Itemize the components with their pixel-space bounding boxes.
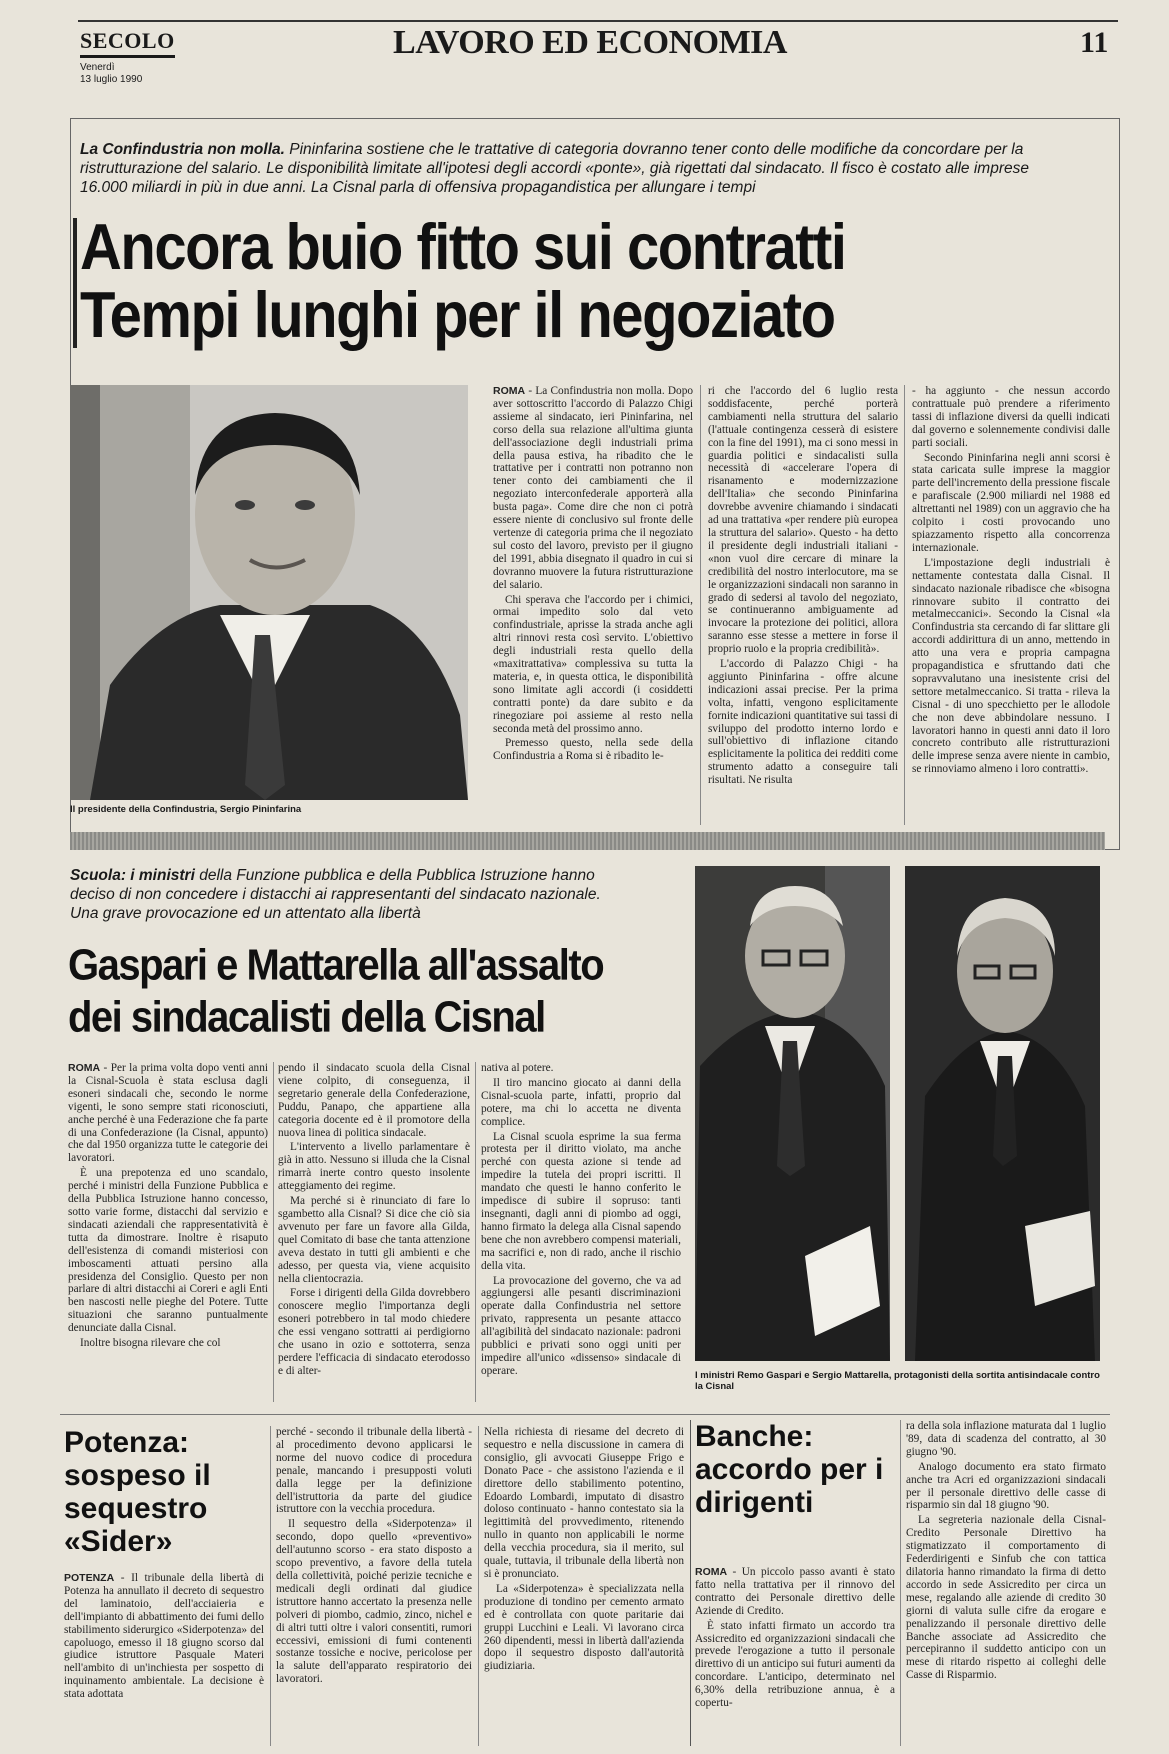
story-divider xyxy=(690,1420,691,1746)
column-rule xyxy=(478,1426,479,1746)
potenza-column-2 xyxy=(276,1426,472,1746)
top-col2-para-1: ri che l'accordo del 6 luglio resta soddisfacente, perché porterà cambiamenti nella struttura del salario (l'attuale contingenza cesserà di esistere con la fine del 1991), ma ci sono messi in guardia politici e sindacalisti sulla necessità di «accelerare l'opera di risanamento e modernizzazione dell'Italia» che secondo Pininfarina dovrebbe avvenire chiamando i sindacati ad una trattativa «per rendere più europea la struttura del salario». Questo - ha detto il presidente degli industriali italiani - «non vuol dire cercare di minare la credibilità del nostro interlocutore, ma se le organizzazioni sindacali non saranno in grado di sedersi al tavolo del negoziato, se continueranno ambiguamente ad invocare la protezione dei politici, allora saranno esse stesse a mettere in forse il proprio ruolo e la propria credibilità». xyxy=(708,385,898,656)
school-col3-para-2: Il tiro mancino giocato ai danni della Cisnal-scuola parte, infatti, proprio dal potere, ma chi lo accetta ne diventa complice. xyxy=(481,1076,681,1128)
banche-col2-para-1: ra della sola inflazione maturata dal 1 luglio '89, data di scadenza del contratto, al 30 giugno '90. xyxy=(906,1420,1106,1458)
column-rule xyxy=(475,1062,476,1402)
top-headline-2: Tempi lunghi per il negoziato xyxy=(80,278,835,352)
top-col1-text: - La Confindustria non molla. Dopo aver sottoscritto l'accordo di Palazzo Chigi assieme al sindacato, ieri Pininfarina, nel corso della sua relazione all'ultima giunta dell'associazione degli industriali prima della pausa estiva, ha ribadito che le trattative per i contratti non potranno non tener conto dei cambiamenti che il negoziato interconfederale apporterà alla busta paga». Come dire che non ci potrà essere niente di conclusivo sul fronte delle vertenze di categoria prima che il negoziato sul costo del lavoro, previsto per il giugno del 1991, abbia disegnato il quadro in cui si dovranno muovere la futura ristrutturazione del salario. xyxy=(493,385,693,591)
top-story-column-2 xyxy=(708,385,898,825)
school-kicker-bold: Scuola: i ministri xyxy=(70,867,195,884)
mattarella-illustration xyxy=(905,866,1100,1361)
headline-bar xyxy=(73,218,77,348)
gaspari-photo xyxy=(695,866,890,1361)
potenza-column-3 xyxy=(484,1426,684,1746)
school-col2-para-2: L'intervento a livello parlamentare è già in atto. Nessuno si illuda che la Cisnal rimarrà inerte contro questo insolente atteggiamento dei regime. xyxy=(278,1141,470,1193)
date-full: 13 luglio 1990 xyxy=(80,74,143,85)
banche-column-1 xyxy=(695,1566,895,1746)
top-story-column-3 xyxy=(912,385,1110,825)
potenza-col3-para-1: Nella richiesta di riesame del decreto di sequestro e nella discussione in camera di consiglio, gli avvocati Giuseppe Frigo e Donato Pace - che assistono l'azienda e il direttore dello stabilimento potentino, Edoardo Lombardi, imputato di disastro doloso continuato - hanno contestato sia la legittimità del provvedimento, ritenendo nullo in quanto non applicabili le norme della vecchia procedura, sia il merito, sul quale, tuttavia, il tribunale della libertà non si è pronunciato. xyxy=(484,1426,684,1580)
section-rule xyxy=(60,1414,1110,1415)
top-col3-para-3: L'impostazione degli industriali è nettamente contestata dalla Cisnal. Il sindacato nazionale ribadisce che «bisogna rinnovare subito il contratto dei metalmeccanici». Secondo la Cisnal «la Confindustria sta cercando di far slittare gli accordi addirittura di un anno, mettendo in atto una vera e propria campagna propagandistica e sfruttando dati che sopravvalutano una inesistente crisi del settore metalmeccanico. Si tratta - rileva la Cisnal - di uno specchietto per le allodole che non deve abbindolare nessuno. I lavoratori hanno in questi anni dato il loro concreto contributo alle ristrutturazioni delle imprese senza avere niente in cambio, se rinnoviamo almeno i loro contratti». xyxy=(912,556,1110,776)
section-title: LAVORO ED ECONOMIA xyxy=(393,24,787,61)
school-col1-para-3: Inoltre bisogna rilevare che col xyxy=(80,1337,221,1350)
banche-column-2 xyxy=(906,1420,1106,1746)
banche-col2-para-3: La segreteria nazionale della Cisnal-Credito Personale Direttivo ha stigmatizzato il comportamento di Federdirigenti e Sinfub che con tattica dilatoria hanno rimandato la firma di detto accordo in sede Assicredito per circa un mese, regalando alle aziende di credito 30 giorni di valuta sulle cifre da erogare e penalizzando il personale direttivo delle Banche associate ad Assicredito che percepiranno il suddetto anticipo con un mese di ritardo rispetto ai colleghi delle Casse di Risparmio. xyxy=(906,1514,1106,1682)
column-rule xyxy=(270,1426,271,1746)
top-story-kicker xyxy=(80,140,1060,197)
banche-col1-lead: ROMA xyxy=(695,1566,728,1578)
school-col2-para-3: Ma perché si è rinunciato di fare lo sgambetto alla Cisnal? Si dice che ciò sia avvenuto per fare un favore alla Gilda, quel Comitato di base che tanta attenzione aveva destato in tutti gli ambienti e che adesso, per questa via, viene acquisito nella clientocrazia. xyxy=(278,1195,470,1285)
school-col2-para-4: Forse i dirigenti della Gilda dovrebbero conoscere meglio l'importanza degli esoneri potrebbero in tal modo chiedere che essi vengano sottratti ai perdigiorno che usano in ozio e sottoterra, senza perdere l'efficacia di sindacato eterodosso e di alter- xyxy=(278,1287,470,1377)
top-col3-para-1: - ha aggiunto - che nessun accordo contrattuale può prendere a riferimento tassi di inflazione diversi da quelli indicati dal governo e solennemente condivisi dalle parti sociali. xyxy=(912,385,1110,449)
banche-col1-text: - Un piccolo passo avanti è stato fatto nella trattativa per il rinnovo del contratto dei Personale direttivo delle Aziende di Credito. xyxy=(695,1566,895,1617)
dateline xyxy=(80,62,142,86)
page-number: 11 xyxy=(1080,26,1109,59)
potenza-col1-lead: POTENZA xyxy=(64,1572,115,1584)
top-headline-1: Ancora buio fitto sui contratti xyxy=(80,210,846,284)
pininfarina-photo xyxy=(70,385,468,800)
top-story-column-1 xyxy=(493,385,693,825)
school-col3-para-1: nativa al potere. xyxy=(481,1062,554,1074)
gaspari-illustration xyxy=(695,866,890,1361)
separator-band xyxy=(70,832,1105,850)
school-story-kicker xyxy=(70,866,630,923)
school-col1-para-2: È una prepotenza ed uno scandalo, perché i ministri della Funzione Pubblica e della Pubblica Istruzione hanno concesso, sotto varie forme, distacchi dal servizio e sindacati aziendali che rappresentatività è tutta da dimostrare. Inoltre è risaputo dell'esistenza di comandi misteriosi con imboscamenti attuati persino alla presidenza del Consiglio. Questo per non parlare di altri distacchi ai Coreri e agli Enti ben nascosti nelle pieghe del Potere. Tutte situazioni che saranno puntualmente denunciate dalla Cisnal. xyxy=(68,1167,268,1335)
column-rule xyxy=(900,1420,901,1746)
potenza-col2-para-2: Il sequestro della «Siderpotenza» il secondo, dopo quello «preventivo» dell'autunno scorso - era stato disposto a scopo preventivo, a favore della tutela della collettività, poiché perizie tecniche e medicali degli ordinati dal giudice istruttore hanno accertato la presenza nelle polveri di piombo, cadmio, zinco, nichel e di altri tutti oltre i valori consentiti, rumori eccessivi, emissioni di fumi contenenti sostanze tossiche e nocive, pericolose per la salute dell'apparato respiratorio dei lavoratori. xyxy=(276,1518,472,1686)
potenza-col1-text: - Il tribunale della libertà di Potenza ha annullato il decreto di sequestro del laminatoio, dell'acciaieria e dell'impianto di abbattimento dei fumi dello stabilimento siderurgico «Siderpotenza» del capoluogo, emesso il 18 giugno scorso dal giudice istruttore Pasquale Materi nell'ambito di un'inchiesta per sospetto di inquinamento ambientale. La decisione è stata adottata xyxy=(64,1572,264,1701)
banche-headline: Banche: accordo per i dirigenti xyxy=(695,1420,884,1519)
column-rule xyxy=(273,1062,274,1402)
potenza-col3-para-2: La «Siderpotenza» è specializzata nella produzione di tondino per cemento armato ed è controllata con quote paritarie dai gruppi Lucchini e Leali. Vi lavorano circa 260 dipendenti, messi in libertà dall'azienda dopo il sequestro disposto dall'autorità giudiziaria. xyxy=(484,1582,684,1673)
top-story-kicker-text: Pininfarina sostiene che le trattative di categoria dovranno tener conto delle modifiche da concordare per la ristrutturazione del salario. Le disponibilità limitate all'ipotesi degli accordi «ponte», già rigettati dal sindacato. Il fisco è costato alle imprese 16.000 miliardi in più in due anni. La Cisnal parla di offensiva propagandistica per allungare i tempi xyxy=(80,141,1029,196)
banche-col2-para-2: Analogo documento era stato firmato anche tra Acri ed organizzazioni sindacali per il personale direttivo delle casse di risparmio sin dal 18 giugno '90. xyxy=(906,1460,1106,1512)
school-headline-2: dei sindacalisti della Cisnal xyxy=(68,993,545,1042)
school-kicker-text: della Funzione pubblica e della Pubblica Istruzione hanno deciso di non concedere i distacchi ai rappresentanti del sindacato nazionale. Una grave provocazione ed un attentato alla libertà xyxy=(70,867,601,922)
mattarella-photo xyxy=(905,866,1100,1361)
school-col3-para-3: La Cisnal scuola esprime la sua ferma protesta per il diritto violato, ma anche perché con questa azione si tende ad impedire la tutela dei propri iscritti. Il mandato che questi le hanno conferito le impedisce di subire il sopruso: tanti insegnanti, dagli anni di piombo ad oggi, hanno firmato la delega alla Cisnal sapendo bene che non avrebbero compensi materiali, ma sacrifici e, non di rado, anche il rischio della vita. xyxy=(481,1130,681,1272)
potenza-column-1 xyxy=(64,1572,264,1747)
top-col2-para-2: L'accordo di Palazzo Chigi - ha aggiunto Pininfarina - offre alcune indicazioni assai precise. Per la prima volta, infatti, vengono esplicitamente fornite indicazioni quantitative sui tassi di sviluppo del prodotto interno lordo e sull'obiettivo di inflazione citando esplicitamente la politica dei redditi come strumento adatto a conseguire tali risultati. Ne risulta xyxy=(708,658,898,787)
top-story-kicker-bold: La Confindustria non molla. xyxy=(80,141,285,158)
masthead-rule xyxy=(78,20,1118,22)
column-rule xyxy=(904,385,905,825)
newspaper-logo: SECOLO xyxy=(80,28,175,58)
school-photo-caption: I ministri Remo Gaspari e Sergio Mattarella, protagonisti della sortita antisindacale contro la Cisnal xyxy=(695,1370,1100,1392)
school-headline-1: Gaspari e Mattarella all'assalto xyxy=(68,941,604,990)
school-story-column-3 xyxy=(481,1062,681,1402)
column-rule xyxy=(700,385,701,825)
school-col3-para-4: La provocazione del governo, che va ad aggiungersi alle pesanti discriminazioni operate dalla Confindustria nel settore privato, rappresenta un pesante attacco all'agibilità del sindacato nazionale: padroni pubblici e privati sono oggi uniti per impedire all'unico «dissenso» sindacale di operare. xyxy=(481,1274,681,1377)
school-col1-text: - Per la prima volta dopo venti anni la Cisnal-Scuola è stata esclusa dagli esoneri sindacali che, secondo le norme vigenti, le sono sempre stati riconosciuti, anche perché è una Federazione che fa parte di una Confederazione (la Cisnal, appunto) che dal 1950 organizza tutte le categorie dei lavoratori. xyxy=(68,1062,268,1165)
date-day: Venerdì xyxy=(80,62,115,73)
top-col1-lead: ROMA xyxy=(493,385,526,397)
school-col1-lead: ROMA xyxy=(68,1062,101,1074)
potenza-headline: Potenza: sospeso il sequestro «Sider» xyxy=(64,1426,211,1558)
top-col1-para-2: Chi sperava che l'accordo per i chimici, ormai impedito solo dal veto confindustriale, aprisse la strada anche agli altri rinnovi resta così servito. L'obiettivo degli industriali resta quello della «maxitrattativa» complessiva su tutta la materia, e, in questa ottica, le disponibilità sono limitate agli accordi (i cosiddetti contratti ponte) da dare subito e da rinegoziare poi assieme al resto nella seconda metà del prossimo anno. xyxy=(493,593,693,735)
portrait-illustration xyxy=(70,385,468,800)
potenza-col2-para-1: perché - secondo il tribunale della libertà - al procedimento devono applicarsi le norme del nuovo codice di procedura penale, mancando i presupposti voluti dalla legge per la definizione dell'istruttoria da parte del giudice istruttore con la vecchia procedura. xyxy=(276,1426,472,1516)
school-col2-para-1: pendo il sindacato scuola della Cisnal viene colpito, di conseguenza, il segretario generale della Confederazione, Puddu, Panapo, che appartiene alla categoria docente ed è il promotore della nuova linea di politica sindacale. xyxy=(278,1062,470,1139)
top-photo-caption: Il presidente della Confindustria, Sergio Pininfarina xyxy=(70,804,302,815)
top-col1-para-3: Premesso questo, nella sede della Confindustria a Roma si è ribadito le- xyxy=(493,737,693,763)
school-story-column-2 xyxy=(278,1062,470,1402)
banche-col1-para-2: È stato infatti firmato un accordo tra Assicredito ed organizzazioni sindacali che prevede l'erogazione a tutto il personale direttivo di un anticipo sui futuri aumenti da concordare. L'anticipo, determinato nel 6,30% della retribuzione annua, è a copertu- xyxy=(695,1619,895,1710)
top-col3-para-2: Secondo Pininfarina negli anni scorsi è stata caricata sulle imprese la maggior parte dell'incremento della pressione fiscale e parafiscale (2.900 miliardi nel 1988 ed altrettanti nel 1989) con un aggravio che ha colpito i costi provocando uno spiazzamento rispetto alla concorrenza internazionale. xyxy=(912,451,1110,554)
school-story-column-1 xyxy=(68,1062,268,1402)
